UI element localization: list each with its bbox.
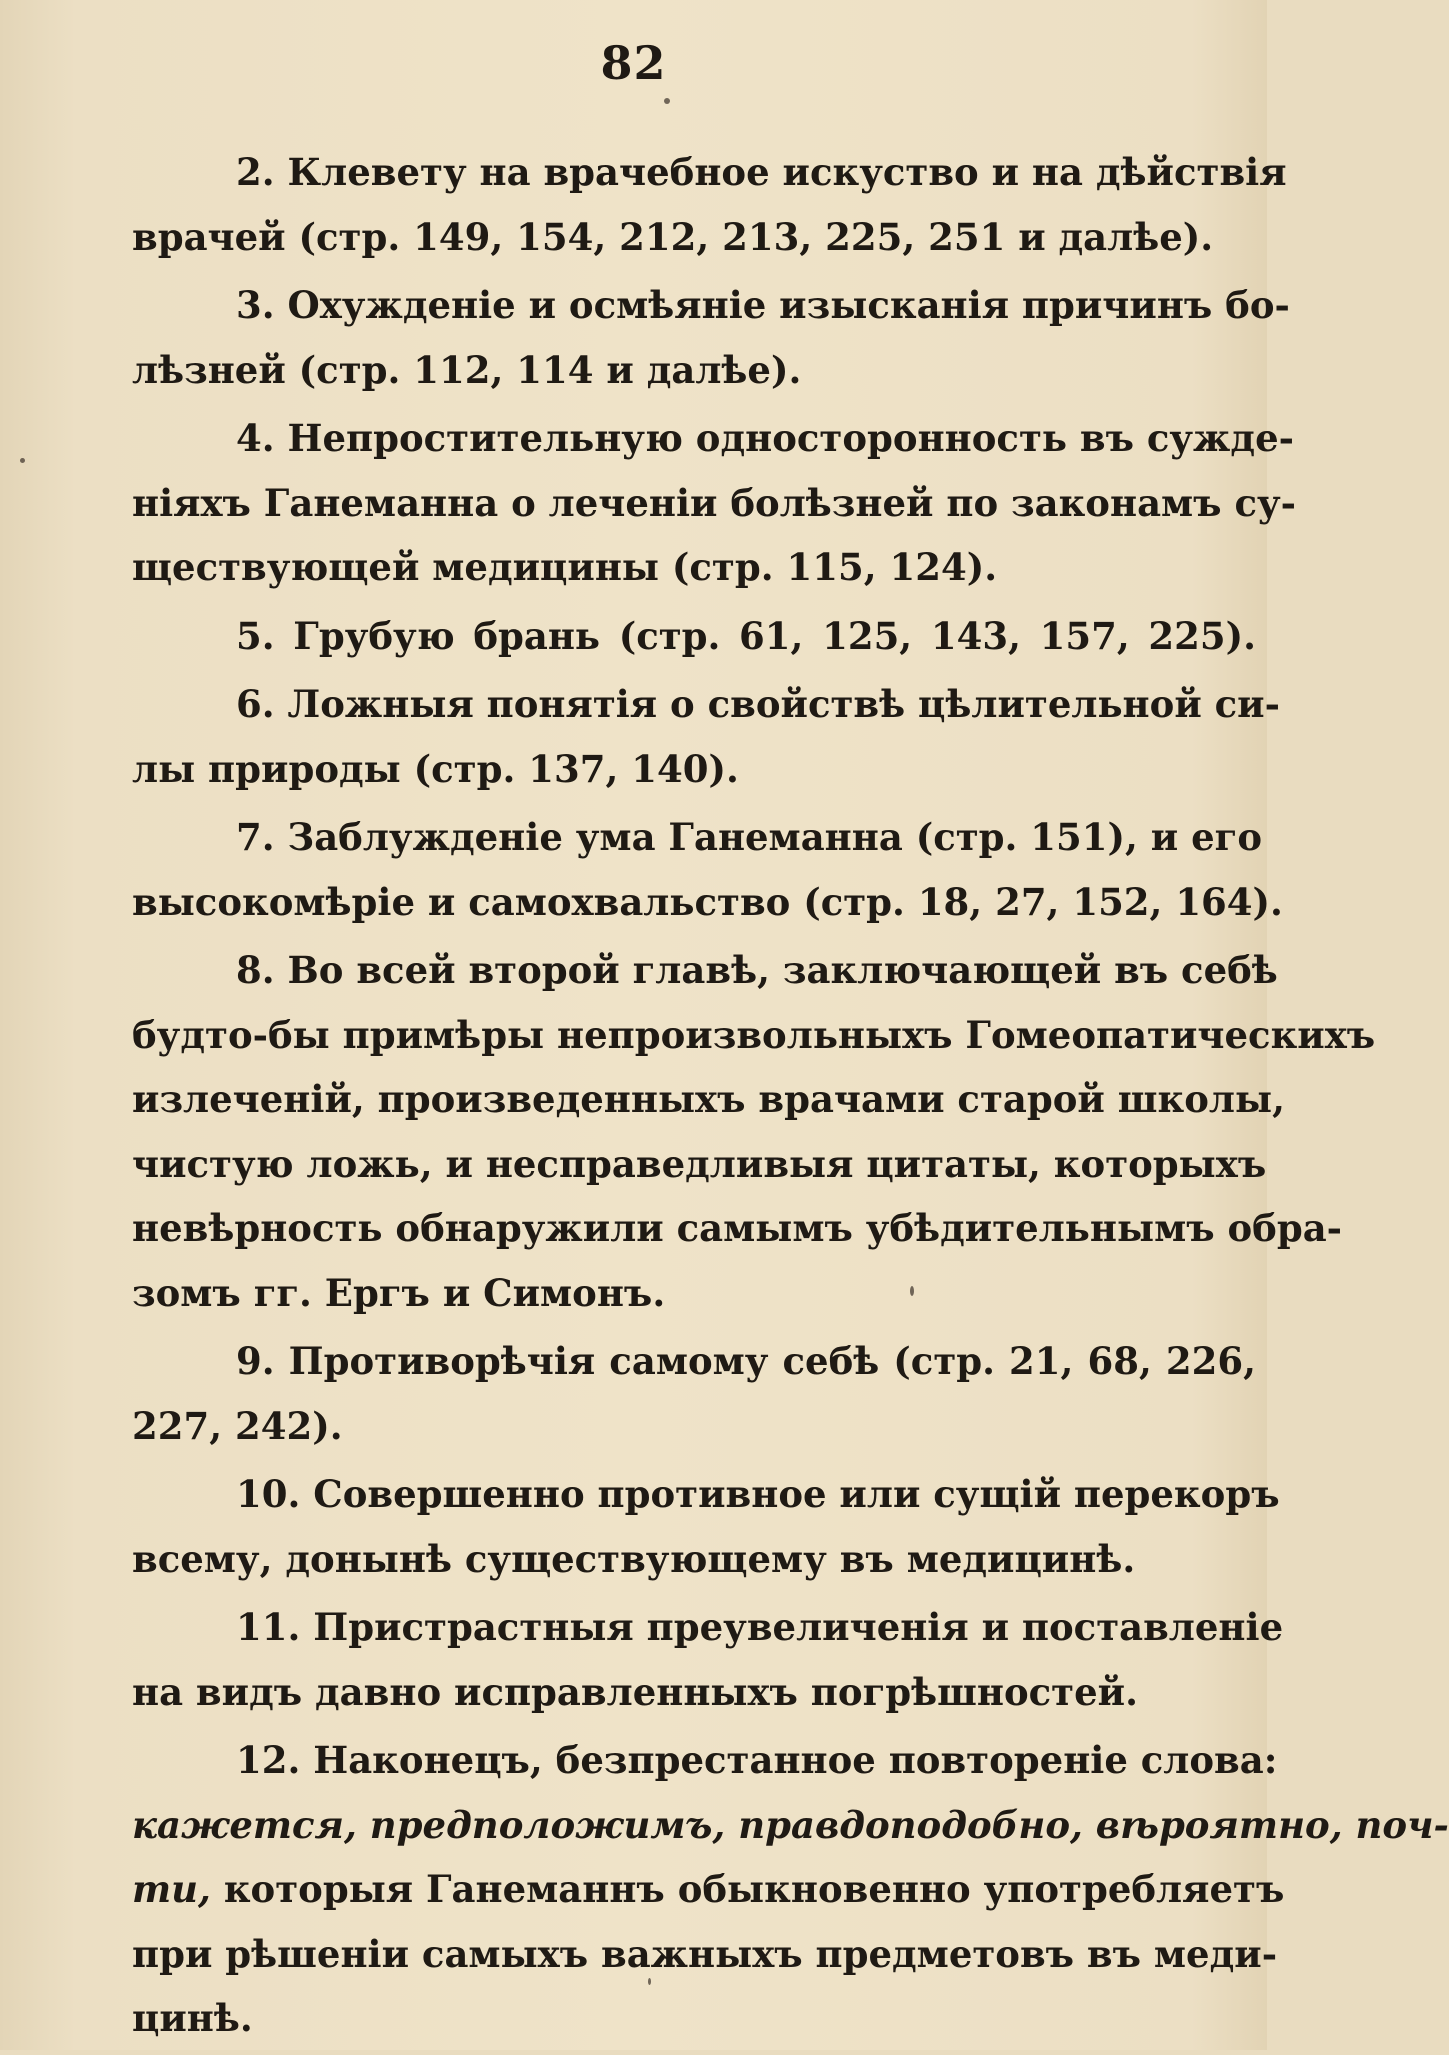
text-line: излеченій, произведенныхъ врачами старой школы, — [132, 1077, 1285, 1121]
text-line: невѣрность обнаружили самымъ убѣдительнымъ обра- — [132, 1206, 1343, 1250]
text-line: 7. Заблужденіе ума Ганеманна (стр. 151), и его — [236, 815, 1263, 859]
text-fragment: которыя Ганеманнъ обыкновенно употребляетъ — [223, 1867, 1285, 1911]
text-line: при рѣшеніи самыхъ важныхъ предметовъ въ меди- — [132, 1931, 1278, 1976]
italic-word: поч- — [1355, 1802, 1449, 1847]
text-line: 5. Грубую брань (стр. 61, 125, 143, 157, 225). — [236, 613, 1256, 658]
text-line: 4. Непростительную односторонность въ сужде- — [236, 416, 1294, 460]
text-line: лы природы (стр. 137, 140). — [132, 746, 739, 791]
text-line: всему, донынѣ существующему въ медицинѣ. — [132, 1536, 1136, 1581]
text-line: 3. Охужденіе и осмѣяніе изысканія причинъ бо- — [236, 283, 1290, 327]
list-item — [132, 1595, 1284, 1724]
list-item — [132, 805, 1283, 934]
text-line: 11. Пристрастныя преувеличенія и поставленіе — [236, 1605, 1284, 1649]
text-line: на видъ давно исправленныхъ погрѣшностей. — [132, 1669, 1138, 1714]
text-line: 2. Клевету на врачебное искуство и на дѣйствія — [236, 150, 1287, 194]
text-line: чистую ложь, и несправедливыя цитаты, которыхъ — [132, 1141, 1267, 1186]
list-item — [132, 1329, 1256, 1458]
text-line: будто-бы примѣры непроизвольныхъ Гомеопатическихъ — [132, 1012, 1376, 1057]
ink-speck — [910, 1286, 914, 1296]
list-item — [132, 273, 1290, 402]
text-line: 8. Во всей второй главѣ, заключающей въ себѣ — [236, 948, 1278, 992]
text-line: лѣзней (стр. 112, 114 и далѣе). — [132, 347, 802, 392]
italic-word: правдоподобно, — [738, 1802, 1083, 1847]
text-line: цинѣ. — [132, 1996, 253, 2040]
text-line: 227, 242). — [132, 1403, 343, 1448]
list-item — [132, 604, 1256, 669]
italic-word: вѣроятно, — [1095, 1802, 1343, 1847]
text-line: высокомѣріе и самохвальство (стр. 18, 27, 152, 164). — [132, 879, 1283, 924]
ink-speck — [648, 1978, 651, 1985]
list-item — [132, 672, 1280, 801]
list-item — [132, 140, 1287, 269]
text-line: 12. Наконецъ, безпрестанное повтореніе слова: — [236, 1738, 1278, 1782]
page-number: 82 — [600, 36, 667, 90]
list-item — [132, 938, 1376, 1325]
list-item — [132, 1728, 1449, 2051]
italic-word: предположимъ, — [369, 1802, 726, 1847]
italic-words-line — [132, 1793, 1449, 1858]
text-line: 10. Совершенно противное или сущій перекоръ — [236, 1472, 1280, 1516]
italic-word: ти, — [132, 1867, 211, 1911]
text-line: ществующей медицины (стр. 115, 124). — [132, 545, 998, 589]
text-line: 9. Противорѣчія самому себѣ (стр. 21, 68, 226, — [236, 1339, 1256, 1383]
text-line: ніяхъ Ганеманна о леченіи болѣзней по законамъ су- — [132, 480, 1297, 525]
text-line: 6. Ложныя понятія о свойствѣ цѣлительной си- — [236, 682, 1280, 726]
list-item — [132, 406, 1297, 600]
italic-word: кажется, — [132, 1802, 357, 1847]
ink-speck — [20, 458, 25, 463]
text-line: зомъ гг. Ергъ и Симонъ. — [132, 1270, 666, 1315]
page-text — [132, 140, 1449, 2055]
text-line: врачей (стр. 149, 154, 212, 213, 225, 251 и далѣе). — [132, 214, 1214, 259]
list-item — [132, 1462, 1280, 1591]
ink-speck — [664, 98, 670, 104]
text-line — [132, 1857, 1285, 1922]
